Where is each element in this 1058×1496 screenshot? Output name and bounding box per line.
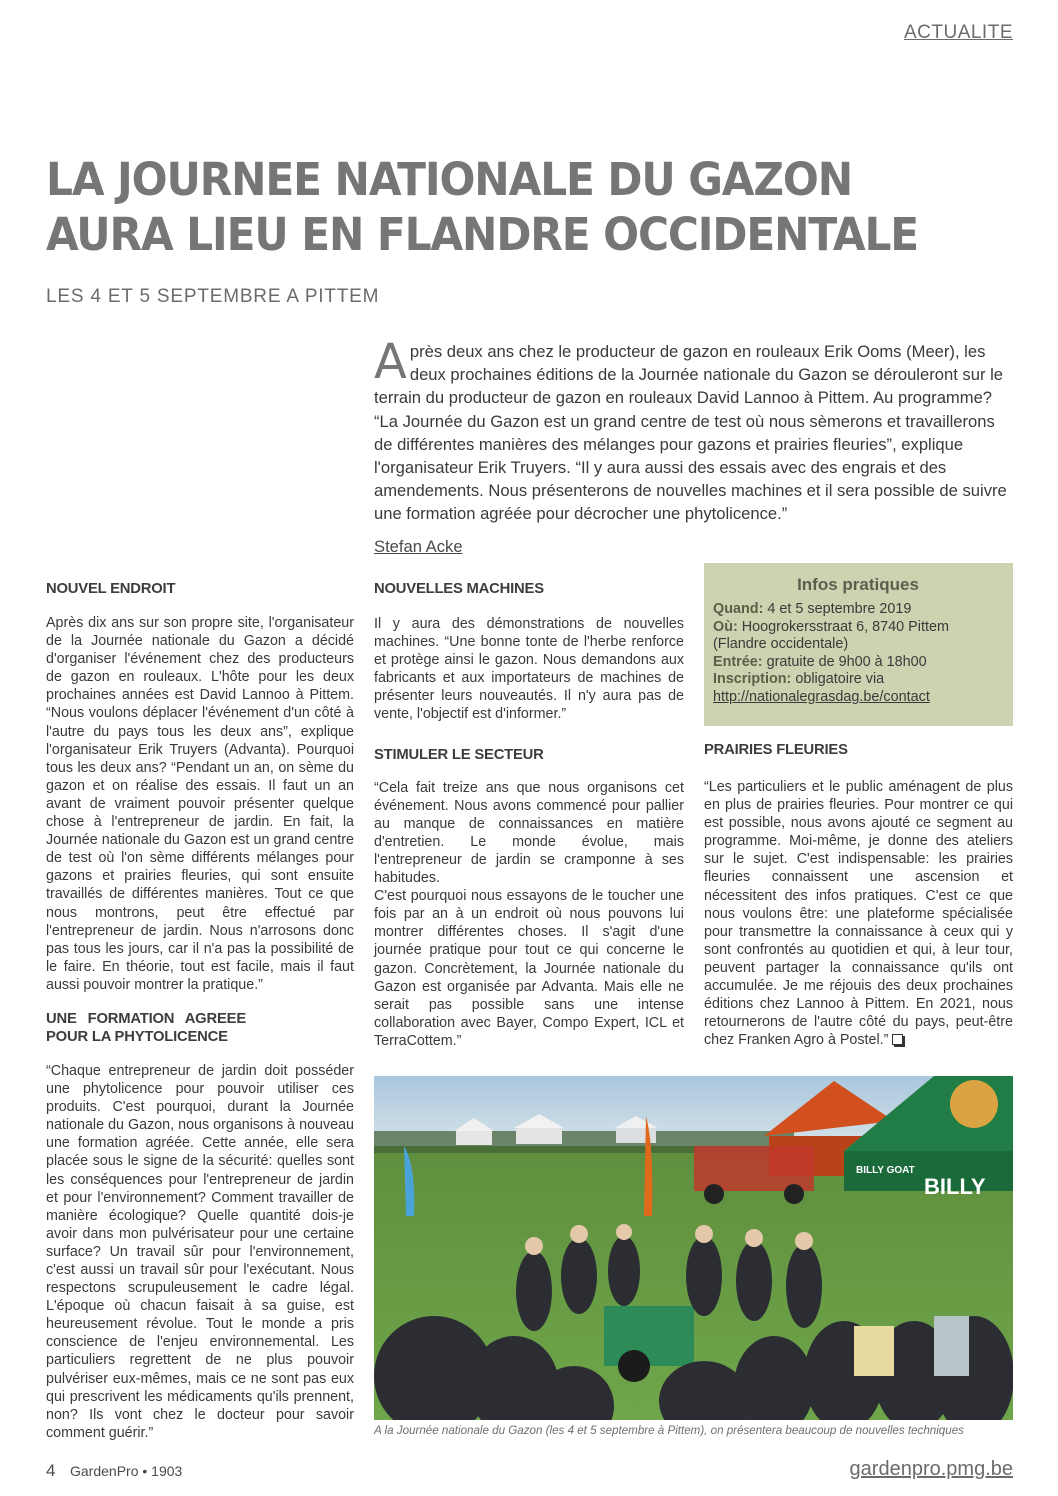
info-entry	[713, 654, 1003, 672]
intro-paragraph	[374, 334, 1014, 526]
column-1	[46, 580, 354, 1442]
heading-prairies-fleuries: PRAIRIES FLEURIES	[704, 742, 848, 758]
info-where-2: (Flandre occidentale)	[713, 636, 849, 653]
info-where-label: Où:	[713, 618, 738, 635]
headline-line-2: AURA LIEU EN FLANDRE OCCIDENTALE	[46, 208, 919, 261]
event-photo-illustration	[374, 1076, 1013, 1420]
headline-line-1: LA JOURNEE NATIONALE DU GAZON	[46, 153, 853, 206]
info-where	[713, 619, 1003, 637]
info-where-value: Hoogrokersstraat 6, 8740 Pittem	[737, 618, 949, 635]
intro-text: près deux ans chez le producteur de gazon en rouleaux Erik Ooms (Meer), les deux prochaines éditions de la Journée nationale du Gazon se dérouleront sur le terrain du producteur de gazon en rouleaux David Lannoo à Pittem. Au programme? “La Journée du Gazon est un grand centre de test où nous sèmerons et travaillerons de différentes manières des mélanges pour gazons et prairies fleuries”, explique l'organisateur Erik Truyers. “Il y aura aussi des essais avec des engrais et des amendements. Nous présenterons de nouvelles machines et il sera possible de suivre une formation agréée pour décrocher une phytolicence.”	[374, 342, 1007, 524]
info-when	[713, 601, 1003, 619]
page-number: 4	[46, 1461, 56, 1480]
info-registration-label: Inscription:	[713, 671, 792, 688]
paragraph-nouvelles-machines: Il y aura des démonstrations de nouvelles machines. “Une bonne tonte de l'herbe renforce et protège ainsi le gazon. Nous demandons aux fabricants et aux importateurs de machines de présenter leurs nouveautés. Il n'y aura pas de vente, l'objectif est d'informer.”	[374, 616, 684, 723]
info-entry-value: gratuite de 9h00 à 18h00	[762, 653, 927, 670]
heading-stimuler: STIMULER LE SECTEUR	[374, 746, 544, 763]
info-registration	[713, 671, 1003, 689]
author-byline[interactable]: Stefan Acke	[374, 537, 463, 556]
tent-billy-goat-text: BILLY GOAT	[856, 1165, 915, 1176]
tent-billy-text: BILLY	[924, 1174, 986, 1199]
headline	[46, 152, 948, 262]
info-contact-link[interactable]: http://nationalegrasdag.be/contact	[713, 688, 930, 705]
heading-nouvelles-machines: NOUVELLES MACHINES	[374, 581, 544, 597]
magazine-issue: GardenPro • 1903	[70, 1463, 183, 1479]
section-tag: ACTUALITE	[903, 22, 1013, 43]
subtitle: LES 4 ET 5 SEPTEMBRE A PITTEM	[46, 286, 380, 307]
heading-nouvel-endroit: NOUVEL ENDROIT	[46, 581, 176, 597]
paragraph-prairies-fleuries	[704, 778, 1013, 1049]
info-box-title: Infos pratiques	[797, 575, 919, 594]
event-photo	[374, 1076, 1013, 1420]
info-entry-label: Entrée:	[713, 653, 763, 670]
drop-cap: A	[374, 334, 407, 390]
info-box	[704, 563, 1013, 726]
info-when-value: 4 et 5 septembre 2019	[763, 601, 912, 617]
paragraph-prairies-text: “Les particuliers et le public aménagent de plus en plus de prairies fleuries. Pour montrer ce qui est possible, nous avons ajouté ce segment au programme. Moi-même, je donne des ateliers sur le sujet. C'est indispensable: les prairies fleuries connaissent une ascension et nécessitent des infos pratiques. C'est ce que nous voulons être: une plateforme spécialisée pour transmettre la connaissance à ceux qui y sont confrontés au quotidien et qui, à leur tour, peuvent partager la connaissance qu'ils ont accumulée. Je me réjouis des deux prochaines éditions chez Lannoo à Pittem. En 2021, nous retournerons de l'autre côté du pays, peut-être chez Franken Agro à Postel.”	[704, 779, 1013, 1049]
website-link[interactable]: gardenpro.pmg.be	[849, 1458, 1013, 1480]
photo-caption: A la Journée nationale du Gazon (les 4 et 5 septembre à Pittem), on présentera beaucoup de nouvelles techniques	[374, 1424, 964, 1437]
column-3	[704, 741, 1013, 1049]
info-registration-value: obligatoire via	[791, 671, 885, 688]
paragraph-stimuler-1: “Cela fait treize ans que nous organisons cet événement. Nous avons commencé pour pallier au manque de connaissances en matière d'entretien. Le monde évolue, mais l'entrepreneur de jardin se cramponne à ses habitudes.	[374, 779, 684, 887]
info-when-label: Quand:	[713, 601, 764, 617]
column-2	[374, 580, 684, 1050]
paragraph-nouvel-endroit: Après dix ans sur son propre site, l'organisateur de la Journée nationale du Gazon a décidé d'organiser l'événement chez des producteurs de gazon en rouleaux. L'hôte pour les deux prochaines années est David Lannoo à Pittem. “Nous voulons déplacer l'événement d'un côté à l'autre du pays tous les deux ans”, explique l'organisateur Erik Truyers (Advanta). Pourquoi tous les deux ans? “Pendant un an, on sème du gazon et on réalise des essais. Il faut un an avant de vraiment pouvoir présenter quelque chose à l'entrepreneur de jardin. En fait, la Journée nationale du Gazon est un grand centre de test où l'on sème différents mélanges pour gazons et prairies fleuries, qui sont ensuite travaillés de différentes manières. Tout ce que nous montrons, peut être effectué par l'entrepreneur de jardin. Nous n'arrosons donc pas tous les jours, car il n'a pas la possibilité de le faire. En théorie, tout est facile, mais il faut aussi pouvoir montrer la pratique.”	[46, 615, 354, 993]
paragraph-formation: “Chaque entrepreneur de jardin doit posséder une phytolicence pour pouvoir utiliser ces produits. C'est pourquoi, durant la Journée nationale du Gazon, nous organisons à nouveau une formation agréée. Cette année, elle sera placée sous le signe de la sécurité: quelles sont les conséquences pour l'entrepreneur de jardin et pour l'environnement? Comment travailler de manière écologique? Quelle quantité dois-je avoir dans mon pulvérisateur pour une certaine surface? Un travail sûr pour l'environnement, c'est aussi un travail sûr pour l'exécutant. Nous respectons scrupuleusement le cadre légal. L'époque où chacun faisait à sa guise, est heureusement révolue. Tout le monde a pris conscience de l'enjeu environnemental. Les particuliers regrettent de ne plus pouvoir pulvériser eux-mêmes, mais ce ne sont pas eux qui prescrivent les médicaments qu'ils prennent, non? Ils vont chez le docteur pour savoir comment guérir.”	[46, 1062, 354, 1441]
paragraph-stimuler-2: C'est pourquoi nous essayons de le toucher une fois par an à un endroit où nous pouvons lui montrer différentes choses. Il s'agit d'une journée pratique pour tout ce qui concerne le gazon. Concrètement, la Journée nationale du Gazon est organisée par Advanta. Mais elle ne serait pas possible sans une intense collaboration avec Bayer, Compo Expert, ICL et TerraCottem.”	[374, 888, 684, 1049]
heading-formation: UNE FORMATION AGREEE POUR LA PHYTOLICENCE	[46, 1010, 246, 1045]
end-of-article-icon	[892, 1034, 903, 1045]
